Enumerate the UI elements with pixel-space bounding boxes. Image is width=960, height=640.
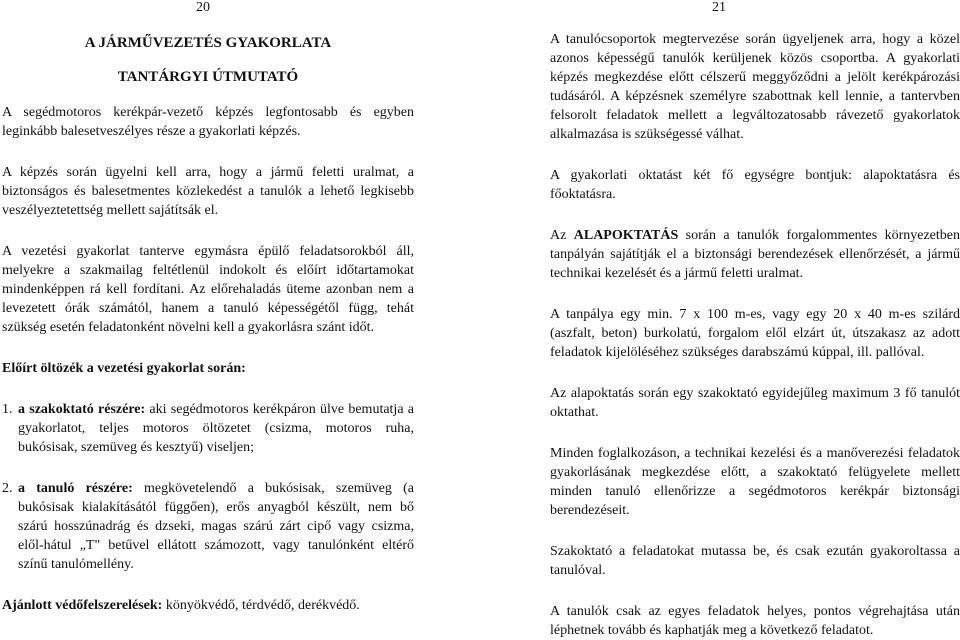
- page-number-right: 21: [712, 0, 726, 15]
- left-page: [0, 0, 480, 613]
- document-title: A JÁRMŰVEZETÉS GYAKORLATA: [84, 35, 332, 51]
- document-subtitle: TANTÁRGYI ÚTMUTATÓ: [117, 69, 299, 85]
- basic-training-intro: Az: [550, 228, 574, 243]
- demonstration-paragraph: Szakoktató a feladatokat mutassa be, és csak ezután gyakoroltassa a tanulóval.: [550, 544, 960, 578]
- groups-paragraph: A tanulócsoportok megtervezése során ügyeljenek arra, hogy a közel azonos képességű tanulók kerüljenek közös csoportba. A gyakorlati képzés megkezdése előtt célszerű meggyőződni a jelölt kerékpározási tudásáról. A képzésnek személyre szabottnak kell lennie, a tantervben felsorolt feladatok mellett a legváltozatosabb rávezető gyakorlatok alkalmazása is szükségessé válhat.: [550, 32, 960, 142]
- progression-paragraph: A tanulók csak az egyes feladatok helyes, pontos végrehajtása után léphetnek tovább és kaphatják meg a következő feladatot.: [550, 604, 960, 638]
- basic-training-keyword: ALAPOKTATÁS: [573, 228, 679, 243]
- recommended-label: Ajánlott védőfelszerelések:: [2, 598, 163, 613]
- basic-training-paragraph: [550, 226, 960, 283]
- student-text: megkövetelendő a bukósisak, szemüveg (a bukósisak kialakításától függően), erős anyagból készült, nem bő szárú hosszúnadrág és dzseki, magas szárú zárt cipő vagy csizma, elől-hátul „T" betűvel ellátott számozott, vagy tanulónként eltérő színű tanulómellény.: [18, 481, 414, 572]
- list-item-number: 1.: [2, 402, 13, 417]
- safety-check-paragraph: Minden foglalkozáson, a technikai kezelési és a manőverezési feladatok gyakorlásának megkezdése előtt, a szakoktató felügyelete mellett minden tanuló ellenőrizze a segédmotoros kerékpár biztonsági berendezéseit.: [550, 446, 960, 518]
- list-item-number: 2.: [2, 481, 13, 496]
- right-text-column: [550, 30, 960, 640]
- safety-paragraph: A képzés során ügyelni kell arra, hogy a jármű feletti uralmat, a biztonságos és balesetmentes közlekedést a tanulók a lehető legkisebb veszélyeztetettség mellett sajátítsák el.: [2, 165, 414, 218]
- page-number-left: 20: [196, 0, 210, 15]
- instructor-text: aki segédmotoros kerékpáron ülve bemutatja a gyakorlatot, teljes motoros öltözetet (csizma, motoros ruha, bukósisak, szemüveg és kesztyű) viseljen;: [18, 402, 414, 455]
- instructor-ratio-paragraph: Az alapoktatás során egy szakoktató egyidejűleg maximum 3 fő tanulót oktathat.: [550, 386, 960, 420]
- instructor-label: a szakoktató részére:: [18, 402, 146, 417]
- right-page: [480, 0, 960, 638]
- basic-training-text: során a tanulók forgalommentes környezetben tanpályán sajátítják el a biztonsági berendezések ellenőrzését, a jármű technikai kezelését és a jármű feletti uralmat.: [550, 228, 960, 281]
- recommended-text: könyökvédő, térdvédő, derékvédő.: [162, 598, 360, 613]
- student-label: a tanuló részére:: [18, 481, 133, 496]
- intro-paragraph: A segédmotoros kerékpár-vezető képzés legfontosabb és egyben leginkább balesetveszélyes része a gyakorlati képzés.: [2, 105, 414, 139]
- recommended-equipment: [2, 596, 414, 615]
- curriculum-paragraph: A vezetési gyakorlat tanterve egymásra épülő feladatsorokból áll, melyekre a szakmailag feltétlenül indokolt és előírt időtartamokat mindenképpen rá kell fordítani. Az előrehaladás üteme azonban nem a levezetett órák számától, hanem a tanuló képességétől függ, tehát szükség esetén feladatonként növelni kell a gyakorlásra szánt időt.: [2, 244, 414, 335]
- list-item-instructor: [2, 400, 414, 457]
- list-item-student: [2, 479, 414, 574]
- track-paragraph: A tanpálya egy min. 7 x 100 m-es, vagy egy 20 x 40 m-es szilárd (aszfalt, beton) burkolatú, forgalom elől elzárt út, útszakasz az adott feladatok kijelöléséhez szükséges darabszámú kúppal, ill. pallóval.: [550, 307, 960, 360]
- clothing-heading: Előírt öltözék a vezetési gyakorlat során:: [2, 361, 246, 376]
- list-item-text: [18, 479, 414, 574]
- list-item-text: [18, 400, 414, 457]
- training-units-paragraph: A gyakorlati oktatást két fő egységre bontjuk: alapoktatásra és főoktatásra.: [550, 168, 960, 202]
- left-text-column: [2, 32, 414, 615]
